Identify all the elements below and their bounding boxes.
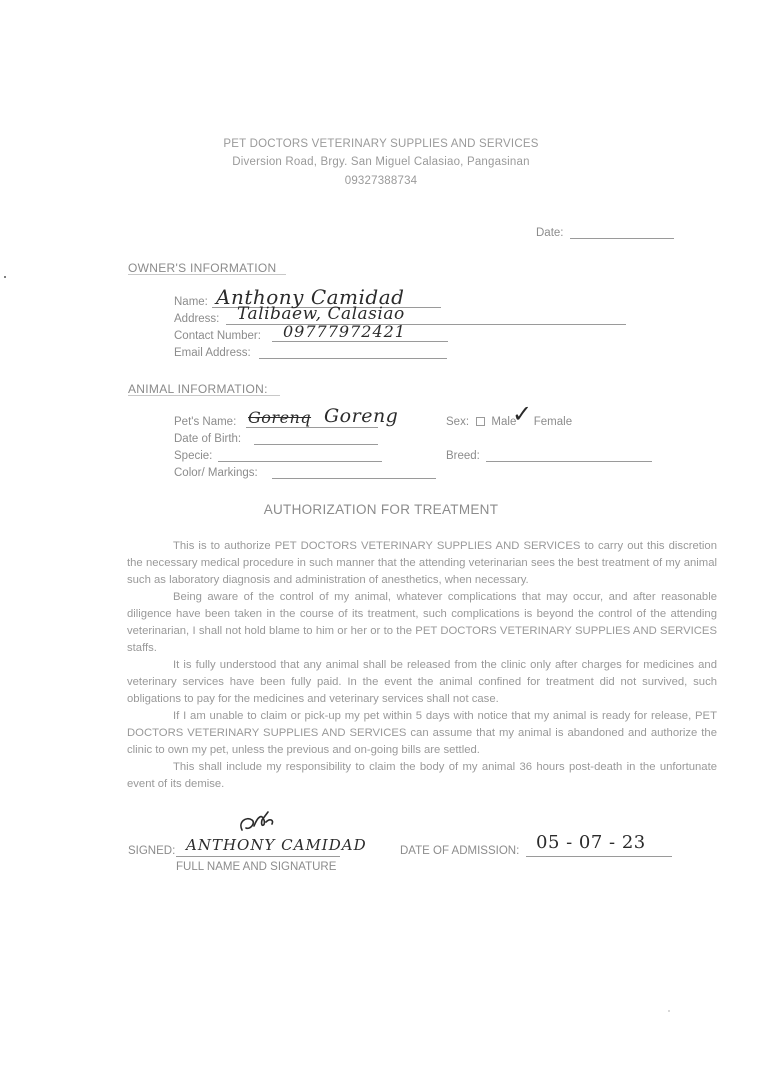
sex-label: Sex: (446, 416, 470, 428)
section-underline (128, 274, 286, 275)
owner-contact-field[interactable] (272, 341, 448, 342)
signature-scribble (236, 808, 284, 838)
company-address: Diversion Road, Brgy. San Miguel Calasiao, Pangasinan (232, 156, 530, 168)
dob-field[interactable] (254, 444, 378, 445)
scan-speck (668, 1010, 670, 1012)
pet-name-label: Pet's Name: (174, 416, 237, 428)
owner-contact-label: Contact Number: (174, 330, 261, 342)
female-checkmark: ✓ (512, 400, 533, 428)
owner-name-label: Name: (174, 296, 208, 308)
female-label: Female (533, 416, 573, 428)
color-markings-label: Color/ Markings: (174, 467, 258, 479)
dob-label: Date of Birth: (174, 433, 242, 445)
authorization-paragraph: This is to authorize PET DOCTORS VETERINARY SUPPLIES AND SERVICES to carry out this discretion the necessary medical procedure in such manner that the attending veterinarian sees the best treatment of my animal such as laboratory diagnosis and administration of anesthetics, when necessary. (127, 540, 717, 586)
breed-field[interactable] (486, 461, 652, 462)
specie-field[interactable] (218, 461, 382, 462)
authorization-paragraph: Being aware of the control of my animal, whatever complications that may occur, and after reasonable diligence have been taken in the course of its treatment, such complications is beyond the control of the attending veterinarian, I shall not hold blame to him or her or to the PET DOCTORS VETERINARY SUPPLIES AND SERVICES staffs. (127, 591, 717, 654)
specie-label: Specie: (174, 450, 213, 462)
pet-name-field[interactable] (246, 427, 378, 428)
authorization-paragraph: This shall include my responsibility to claim the body of my animal 36 hours post-death in the unfortunate event of its demise. (127, 761, 717, 790)
owner-address-label: Address: (174, 313, 220, 325)
company-phone: 09327388734 (344, 175, 418, 187)
admission-date-field[interactable] (526, 856, 672, 857)
admission-date-handwriting: 05 - 07 - 23 (536, 832, 646, 853)
signature-caption: FULL NAME AND SIGNATURE (176, 861, 337, 873)
company-name: PET DOCTORS VETERINARY SUPPLIES AND SERVICES (223, 138, 539, 150)
owner-section-title: OWNER'S INFORMATION (128, 261, 277, 275)
authorization-title: AUTHORIZATION FOR TREATMENT (263, 502, 499, 517)
male-checkbox[interactable] (476, 417, 485, 426)
owner-name-handwriting: Anthony Camidad (216, 285, 405, 309)
owner-email-label: Email Address: (174, 347, 251, 359)
authorization-paragraph: It is fully understood that any animal shall be released from the clinic only after charges for medicines and veterinary services have been fully paid. In the event the animal confined for treatment did not survived, such obligations to pay for the medicines and veterinary services shall not case. (127, 659, 717, 705)
pet-name-struck-handwriting: Gorenq (248, 408, 312, 427)
section-underline (128, 395, 280, 396)
admission-date-label: DATE OF ADMISSION: (400, 845, 520, 857)
owner-contact-handwriting: 09777972421 (283, 322, 406, 341)
signature-field[interactable] (176, 856, 340, 857)
male-label: Male (491, 416, 517, 428)
signed-name-handwriting: ANTHONY CAMIDAD (186, 836, 367, 854)
authorization-paragraph: If I am unable to claim or pick-up my pet within 5 days with notice that my animal is ready for release, PET DOCTORS VETERINARY SUPPLIES AND SERVICES can assume that my animal is abandoned and authorize the clinic to own my pet, unless the previous and on-going bills are settled. (127, 710, 717, 756)
sex-field (446, 416, 572, 428)
color-markings-field[interactable] (272, 478, 436, 479)
scan-speck (4, 276, 6, 278)
date-field[interactable] (570, 238, 674, 239)
pet-name-handwriting: Goreng (324, 405, 399, 427)
animal-section-title: ANIMAL INFORMATION: (128, 382, 268, 396)
owner-email-field[interactable] (259, 358, 447, 359)
date-label: Date: (536, 227, 564, 239)
breed-label: Breed: (446, 450, 480, 462)
signed-label: SIGNED: (128, 845, 176, 857)
owner-address-handwriting: Talibaew, Calasiao (237, 304, 405, 324)
